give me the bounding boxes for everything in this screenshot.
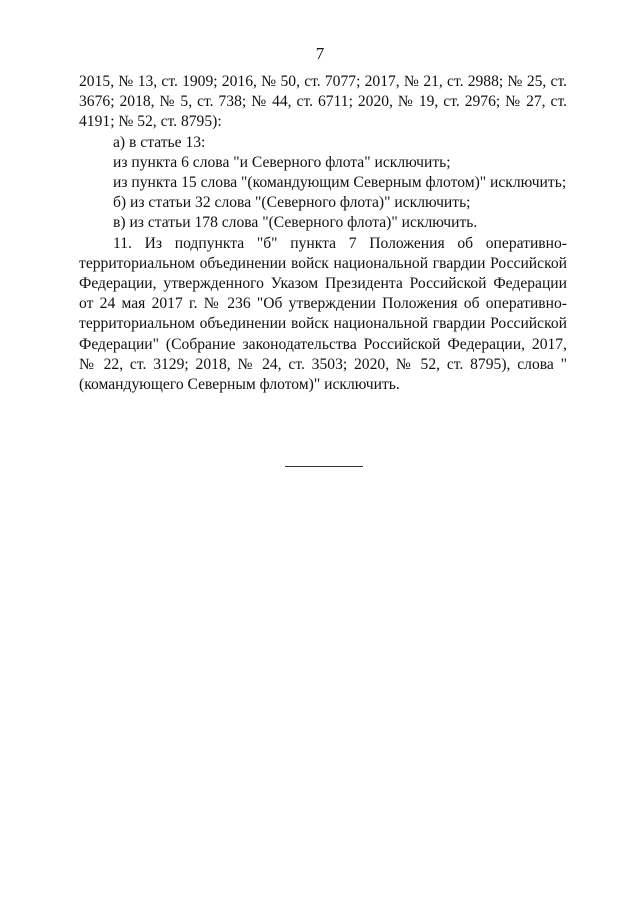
paragraph-item-a: а) в статье 13: [113, 133, 206, 151]
paragraph-point-15: из пункта 15 слова "(командующим Северным флотом)" исключить; [113, 174, 567, 192]
paragraph-item-b: б) из статьи 32 слова "(Северного флота)" исключить; [113, 194, 471, 212]
page-number: 7 [315, 44, 325, 63]
document-body [79, 72, 567, 395]
paragraph-point-6: из пункта 6 слова "и Северного флота" исключить; [113, 153, 451, 171]
paragraph-section-11: 11. Из подпункта "б" пункта 7 Положения об оперативно-территориальном объединении войск национальной гвардии Российской Федерации, утвержденного Указом Президента Российской Федерации от 24 мая 2017 г. № 236 "Об утверждении Положения об оперативно-территориальном объединении войск национальной гвардии Российской Федерации" (Собрание законодательства Российской Федерации, 2017, № 22, ст. 3129; 2018, № 24, ст. 3503; 2020, № 52, ст. 8795), слова "(командующего Северным флотом)" исключить. [79, 234, 567, 394]
end-separator-line [285, 466, 363, 467]
paragraph-citation-continuation: 2015, № 13, ст. 1909; 2016, № 50, ст. 7077; 2017, № 21, ст. 2988; № 25, ст. 3676; 2018, № 5, ст. 738; № 44, ст. 6711; 2020, № 19, ст. 2976; № 27, ст. 4191; № 52, ст. 8795): [79, 73, 567, 131]
paragraph-item-v: в) из статьи 178 слова "(Северного флота)" исключить. [113, 214, 478, 232]
